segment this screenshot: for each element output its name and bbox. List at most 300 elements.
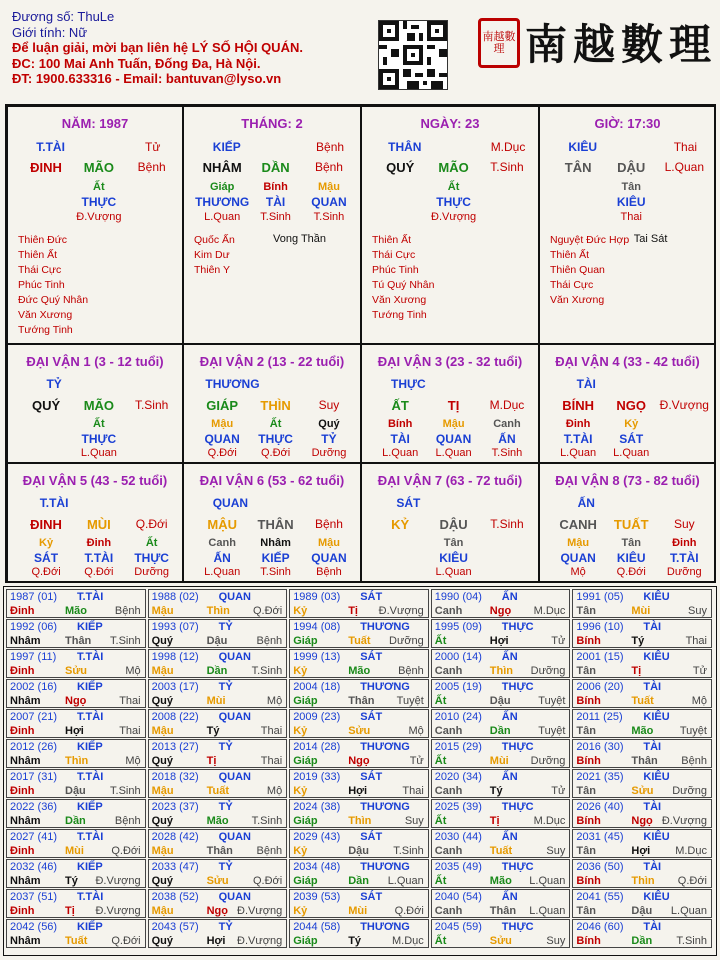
year-label: 2012 (26) — [10, 741, 58, 753]
year-ten-god: THƯƠNG — [360, 741, 410, 753]
year-stem: Quý — [151, 935, 173, 947]
year-branch: Tý — [489, 785, 503, 797]
hidden-ten-god: KIÊU — [616, 551, 646, 565]
hidden-stage: T.Sinh — [260, 566, 291, 578]
year-cell — [148, 709, 288, 738]
heavenly-stem: QUÝ — [31, 398, 61, 413]
hidden-stage: T.Sinh — [313, 211, 345, 223]
hidden-ten-god: THƯƠNG — [195, 195, 250, 209]
star: Thái Cực — [550, 279, 594, 291]
year-ten-god: KIÊU — [643, 651, 670, 663]
year-cell — [431, 679, 571, 708]
hidden-stage: Đ.Vượng — [431, 211, 477, 223]
year-stem: Canh — [434, 845, 463, 857]
year-stem: Ất — [434, 875, 447, 887]
year-branch: Dậu — [65, 785, 86, 797]
year-cell — [6, 589, 146, 618]
year-cell — [6, 709, 146, 738]
branch-stage: M.Dục — [489, 398, 525, 412]
year-label: 2007 (21) — [10, 711, 58, 723]
hidden-stage: L.Quan — [382, 447, 419, 459]
year-ten-god: SÁT — [360, 711, 383, 723]
year-stage: Suy — [546, 935, 566, 947]
year-label: 2043 (57) — [151, 921, 199, 933]
hidden-stage: T.Sinh — [491, 447, 523, 459]
ten-god: T.TÀI — [36, 140, 65, 154]
year-stem: Ất — [434, 755, 447, 767]
year-stem: Bính — [576, 815, 601, 827]
year-branch: Thân — [65, 635, 92, 647]
hidden-stem: Mậu — [317, 181, 340, 193]
year-stage: Tử — [409, 755, 424, 767]
year-label: 2018 (32) — [151, 771, 199, 783]
year-label: 2031 (45) — [576, 831, 624, 843]
hidden-ten-god: SÁT — [619, 432, 644, 446]
year-ten-god: T.TÀI — [77, 651, 104, 663]
year-stage: Tuyệt — [538, 725, 566, 737]
year-label: 2028 (42) — [151, 831, 199, 843]
year-label: 2041 (55) — [576, 891, 624, 903]
year-label: 1992 (06) — [10, 621, 58, 633]
year-branch: Thân — [348, 695, 375, 707]
year-cell — [148, 739, 288, 768]
year-stem: Kỷ — [293, 725, 308, 737]
hidden-stage: Thai — [620, 211, 642, 223]
year-label: 2045 (59) — [434, 921, 482, 933]
star: Quốc Ấn — [194, 234, 235, 246]
earthly-branch: DẬU — [439, 517, 468, 532]
year-cell — [6, 739, 146, 768]
dai-van-4 — [539, 344, 716, 463]
year-stem: Bính — [576, 935, 601, 947]
year-label: 2004 (18) — [293, 681, 341, 693]
star: Phúc Tinh — [18, 279, 65, 291]
year-stem: Canh — [434, 665, 463, 677]
year-cell — [6, 919, 146, 948]
year-ten-god: TỶ — [218, 921, 233, 933]
pillar-title: NGÀY: 23 — [420, 116, 480, 131]
year-cell — [148, 859, 288, 888]
hidden-ten-god: ẤN — [498, 432, 516, 446]
year-ten-god: T.TÀI — [77, 711, 104, 723]
hidden-ten-god: THỰC — [258, 432, 293, 446]
year-stem: Giáp — [293, 875, 318, 887]
year-branch: Dần — [348, 875, 369, 887]
hidden-ten-god: TỶ — [321, 432, 337, 446]
heavenly-stem: CANH — [559, 517, 597, 532]
year-stage: Bệnh — [114, 605, 141, 617]
contact-note: Để luận giải, mời bạn liên hệ LÝ SỐ HỘI QUÁN. — [12, 40, 303, 55]
year-branch: Thìn — [489, 665, 514, 677]
year-branch: Ngọ — [631, 815, 653, 827]
year-label: 2009 (23) — [293, 711, 341, 723]
hidden-stem: Bính — [263, 181, 288, 193]
hidden-stage: L.Quan — [435, 447, 472, 459]
year-stage: Đ.Vượng — [95, 905, 141, 917]
year-ten-god: TỶ — [218, 681, 233, 693]
year-stem: Ất — [434, 635, 447, 647]
year-label: 2001 (15) — [576, 651, 624, 663]
year-stem: Quý — [151, 815, 173, 827]
year-branch: Thìn — [206, 605, 230, 617]
year-stage: Suy — [688, 605, 707, 617]
year-branch: Mão — [631, 725, 654, 737]
heavenly-stem: BÍNH — [562, 398, 594, 413]
year-ten-god: T.TÀI — [77, 771, 104, 783]
year-stage: M.Dục — [675, 845, 707, 857]
year-stage: Thai — [260, 755, 283, 767]
year-label: 2036 (50) — [576, 861, 624, 873]
hidden-stage: L.Quan — [204, 566, 241, 578]
year-cell — [148, 829, 288, 858]
dai-van-6 — [183, 463, 361, 582]
year-stem: Giáp — [293, 935, 318, 947]
dai-van-5 — [7, 463, 183, 582]
year-stage: Mộ — [408, 725, 424, 737]
year-label: 1991 (05) — [576, 591, 624, 603]
year-label: 2044 (58) — [293, 921, 341, 933]
ten-god: QUAN — [212, 496, 249, 510]
hidden-ten-god: THỰC — [81, 432, 117, 446]
year-label: 1990 (04) — [434, 591, 482, 603]
year-branch: Mùi — [631, 605, 651, 617]
year-branch: Mùi — [65, 845, 84, 857]
hidden-stage: T.Sinh — [260, 211, 291, 223]
star: Tướng Tinh — [18, 324, 73, 336]
year-cell — [148, 649, 288, 678]
year-ten-god: QUAN — [218, 891, 251, 903]
year-stem: Mậu — [151, 605, 174, 617]
year-branch: Dậu — [348, 845, 369, 857]
heavenly-stem: GIÁP — [206, 398, 239, 413]
year-label: 2019 (33) — [293, 771, 341, 783]
year-ten-god: TÀI — [643, 681, 662, 693]
hidden-stem: Tân — [621, 537, 641, 549]
dai-van-title: ĐẠI VẬN 1 (3 - 12 tuổi) — [26, 354, 164, 369]
year-ten-god: KIẾP — [77, 681, 103, 693]
year-stem: Giáp — [293, 635, 318, 647]
year-branch: Mão — [489, 875, 512, 887]
year-stage: Thai — [119, 695, 141, 707]
heavenly-stem: TÂN — [564, 160, 592, 175]
star-list — [550, 233, 629, 308]
year-cell — [572, 739, 712, 768]
year-stage: T.Sinh — [393, 845, 424, 857]
heavenly-stem: ĐINH — [30, 160, 62, 175]
year-branch: Tuất — [489, 845, 513, 857]
year-stem: Tân — [576, 725, 596, 737]
year-stage: Mộ — [266, 695, 283, 707]
year-cell — [148, 589, 288, 618]
branch-stage: L.Quan — [664, 160, 704, 174]
year-ten-god: SÁT — [360, 771, 383, 783]
logo: 南越數理 — [525, 20, 718, 69]
hidden-ten-god: TÀI — [390, 432, 410, 446]
stage: Bệnh — [316, 140, 345, 154]
year-stage: L.Quan — [529, 905, 566, 917]
stage: Tử — [144, 140, 161, 154]
year-ten-god: THỰC — [501, 921, 534, 933]
hidden-stage: L.Quan — [560, 447, 597, 459]
year-branch: Hợi — [489, 635, 509, 647]
year-stage: Q.Đới — [111, 935, 141, 947]
hidden-ten-god: T.TÀI — [84, 551, 114, 565]
year-ten-god: TÀI — [643, 921, 662, 933]
year-cell — [572, 919, 712, 948]
year-label: 1987 (01) — [10, 591, 58, 603]
ten-god: THỰC — [391, 377, 426, 391]
year-branch: Tuất — [206, 785, 229, 797]
year-ten-god: T.TÀI — [77, 891, 104, 903]
year-stem: Đinh — [10, 605, 35, 617]
year-cell — [6, 829, 146, 858]
year-branch: Tý — [206, 725, 220, 737]
dai-van-title: ĐẠI VẬN 8 (73 - 82 tuổi) — [555, 473, 700, 488]
year-branch: Dần — [631, 935, 653, 947]
year-label: 1997 (11) — [10, 651, 57, 663]
year-ten-god: KIÊU — [643, 891, 670, 903]
year-stem: Nhâm — [10, 815, 41, 827]
year-ten-god: TÀI — [643, 801, 662, 813]
year-ten-god: T.TÀI — [77, 591, 104, 603]
star: Thiên Quan — [550, 264, 605, 276]
year-branch: Mùi — [348, 905, 368, 917]
year-stage: Bệnh — [256, 635, 283, 647]
earthly-branch: DẬU — [617, 160, 646, 175]
year-label: 2039 (53) — [293, 891, 341, 903]
earthly-branch: TUẤT — [613, 517, 649, 532]
year-ten-god: QUAN — [218, 651, 251, 663]
year-cell — [6, 889, 146, 918]
year-label: 2013 (27) — [151, 741, 199, 753]
year-stage: Q.Đới — [252, 875, 283, 887]
dai-van-title: ĐẠI VẬN 7 (63 - 72 tuổi) — [377, 473, 523, 488]
dai-van-2 — [183, 344, 361, 463]
branch-stage: Bệnh — [314, 160, 343, 174]
pillar-title: NĂM: 1987 — [61, 116, 129, 131]
hidden-stage: Q.Đới — [207, 447, 237, 459]
year-stem: Bính — [576, 875, 601, 887]
year-cell — [572, 679, 712, 708]
year-branch: Dần — [65, 815, 86, 827]
year-branch: Ngọ — [65, 695, 87, 707]
year-cell — [289, 589, 429, 618]
year-branch: Ngọ — [348, 755, 370, 767]
pillar-4 — [539, 106, 716, 344]
phone-email: ĐT: 1900.633316 - Email: bantuvan@lyso.vn — [12, 71, 282, 86]
branch-stage: T.Sinh — [490, 160, 524, 174]
year-label: 2027 (41) — [10, 831, 58, 843]
year-label: 2016 (30) — [576, 741, 624, 753]
year-stage: T.Sinh — [110, 635, 141, 647]
year-ten-god: THỰC — [501, 621, 534, 633]
hidden-stem: Ất — [93, 418, 105, 430]
year-stem: Quý — [151, 635, 173, 647]
year-branch: Hợi — [631, 845, 651, 857]
year-stem: Mậu — [151, 905, 174, 917]
year-stem: Đinh — [10, 845, 35, 857]
year-ten-god: KIÊU — [643, 771, 670, 783]
year-ten-god: TỶ — [218, 621, 233, 633]
year-cell — [431, 859, 571, 888]
hidden-stem: Mậu — [317, 537, 340, 549]
star: Thiên Ất — [550, 249, 590, 261]
star-list — [194, 233, 235, 278]
hidden-ten-god: QUAN — [311, 195, 347, 209]
year-branch: Tý — [348, 935, 362, 947]
hidden-stage: Q.Đới — [84, 566, 114, 578]
yearly-luck-table — [3, 586, 717, 956]
hidden-stage: L.Quan — [613, 447, 650, 459]
year-ten-god: QUAN — [218, 771, 251, 783]
year-stage: Dưỡng — [672, 785, 707, 797]
year-label: 2042 (56) — [10, 921, 58, 933]
year-stem: Canh — [434, 905, 463, 917]
year-stage: Q.Đới — [252, 605, 283, 617]
heavenly-stem: ẤT — [391, 398, 409, 413]
chart-info — [12, 9, 303, 87]
star: Thiên Ất — [18, 249, 58, 261]
year-label: 2046 (60) — [576, 921, 624, 933]
hidden-stem: Mậu — [211, 418, 234, 430]
year-branch: Mùi — [489, 755, 509, 767]
ten-god: THÂN — [388, 140, 422, 154]
branch-stage: T.Sinh — [490, 517, 524, 531]
year-label: 1999 (13) — [293, 651, 341, 663]
dai-van-title: ĐẠI VẬN 5 (43 - 52 tuổi) — [22, 473, 168, 488]
hidden-ten-god: T.TÀI — [669, 551, 699, 565]
dai-van-3 — [361, 344, 539, 463]
year-label: 1993 (07) — [151, 621, 199, 633]
year-branch: Thân — [631, 755, 658, 767]
year-ten-god: SÁT — [360, 831, 383, 843]
year-stem: Tân — [576, 665, 596, 677]
year-label: 2020 (34) — [434, 771, 482, 783]
heavenly-stem: ĐINH — [30, 517, 62, 532]
year-cell — [289, 829, 429, 858]
year-branch: Dần — [206, 665, 228, 677]
year-branch: Tị — [489, 815, 500, 827]
year-stem: Bính — [576, 695, 601, 707]
year-stem: Mậu — [151, 665, 174, 677]
hidden-stem: Đinh — [672, 537, 697, 549]
year-ten-god: ẤN — [501, 711, 518, 723]
year-branch: Tuất — [65, 935, 88, 947]
year-branch: Tị — [65, 905, 75, 917]
year-label: 2008 (22) — [151, 711, 199, 723]
year-stem: Nhâm — [10, 875, 41, 887]
ten-god: KIÊU — [568, 140, 598, 154]
hidden-ten-god: T.TÀI — [563, 432, 593, 446]
hidden-stem: Mậu — [567, 537, 590, 549]
ten-god: TÀI — [576, 377, 596, 391]
year-stem: Đinh — [10, 905, 35, 917]
year-cell — [6, 619, 146, 648]
year-cell — [289, 619, 429, 648]
hidden-stage: Q.Đới — [616, 566, 646, 578]
hidden-stem: Kỷ — [624, 418, 639, 430]
year-label: 2024 (38) — [293, 801, 341, 813]
year-label: 2000 (14) — [434, 651, 482, 663]
year-cell — [572, 649, 712, 678]
year-branch: Sửu — [206, 875, 229, 887]
year-stem: Nhâm — [10, 755, 41, 767]
hidden-stage: Mộ — [570, 566, 586, 578]
star: Tú Quý Nhân — [372, 279, 435, 291]
hidden-stem: Đinh — [86, 537, 112, 549]
year-ten-god: QUAN — [218, 831, 251, 843]
year-branch: Mão — [206, 815, 229, 827]
year-branch: Dậu — [631, 905, 653, 917]
year-ten-god: KIÊU — [643, 831, 670, 843]
star-list — [372, 233, 434, 323]
hidden-ten-god: QUAN — [560, 551, 596, 565]
year-ten-god: QUAN — [218, 711, 251, 723]
year-ten-god: TỶ — [218, 801, 233, 813]
year-stage: Tử — [551, 635, 566, 647]
dai-van-7 — [361, 463, 539, 582]
year-branch: Mão — [348, 665, 371, 677]
year-label: 2033 (47) — [151, 861, 199, 873]
year-stem: Canh — [434, 605, 463, 617]
year-label: 2022 (36) — [10, 801, 58, 813]
year-label: 2002 (16) — [10, 681, 58, 693]
year-stem: Giáp — [293, 755, 318, 767]
year-label: 2010 (24) — [434, 711, 482, 723]
seal-stamp: 南越數理 — [478, 18, 520, 68]
star-secondary: Tai Sát — [633, 233, 668, 245]
year-stage: Q.Đới — [111, 845, 141, 857]
heavenly-stem: KỶ — [391, 517, 410, 532]
hidden-stage: Dưỡng — [666, 566, 702, 578]
hidden-ten-god: THỰC — [134, 551, 169, 565]
dai-van-title: ĐẠI VẬN 6 (53 - 62 tuổi) — [199, 473, 345, 488]
year-stage: Tuyệt — [679, 725, 707, 737]
year-stem: Đinh — [10, 665, 35, 677]
year-label: 2005 (19) — [434, 681, 482, 693]
branch-stage: Bệnh — [137, 160, 166, 174]
year-stem: Đinh — [10, 725, 35, 737]
year-cell — [572, 769, 712, 798]
address: ĐC: 100 Mai Anh Tuấn, Đống Đa, Hà Nội. — [12, 55, 261, 71]
year-stage: Q.Đới — [394, 905, 424, 917]
year-cell — [289, 769, 429, 798]
branch-stage: Bệnh — [314, 517, 343, 531]
gender: Giới tính: Nữ — [12, 24, 88, 40]
hidden-stem: Ất — [447, 181, 460, 193]
hidden-ten-god: QUAN — [311, 551, 347, 565]
earthly-branch: THÂN — [257, 517, 294, 532]
year-ten-god: ẤN — [501, 891, 518, 903]
year-stem: Ất — [434, 815, 447, 827]
year-branch: Thìn — [631, 875, 655, 887]
dai-van-title: ĐẠI VẬN 3 (23 - 32 tuổi) — [377, 354, 523, 369]
year-stem: Canh — [434, 725, 463, 737]
year-branch: Hợi — [348, 785, 368, 797]
year-ten-god: ẤN — [501, 831, 518, 843]
year-label: 2026 (40) — [576, 801, 624, 813]
year-stage: Mộ — [125, 665, 141, 677]
year-ten-god: THƯƠNG — [360, 861, 410, 873]
hidden-stem: Tân — [443, 537, 464, 549]
year-cell — [431, 739, 571, 768]
year-ten-god: THƯƠNG — [360, 921, 410, 933]
year-cell — [289, 799, 429, 828]
year-branch: Tý — [631, 635, 645, 647]
year-cell — [289, 679, 429, 708]
year-cell — [289, 739, 429, 768]
year-label: 2037 (51) — [10, 891, 58, 903]
